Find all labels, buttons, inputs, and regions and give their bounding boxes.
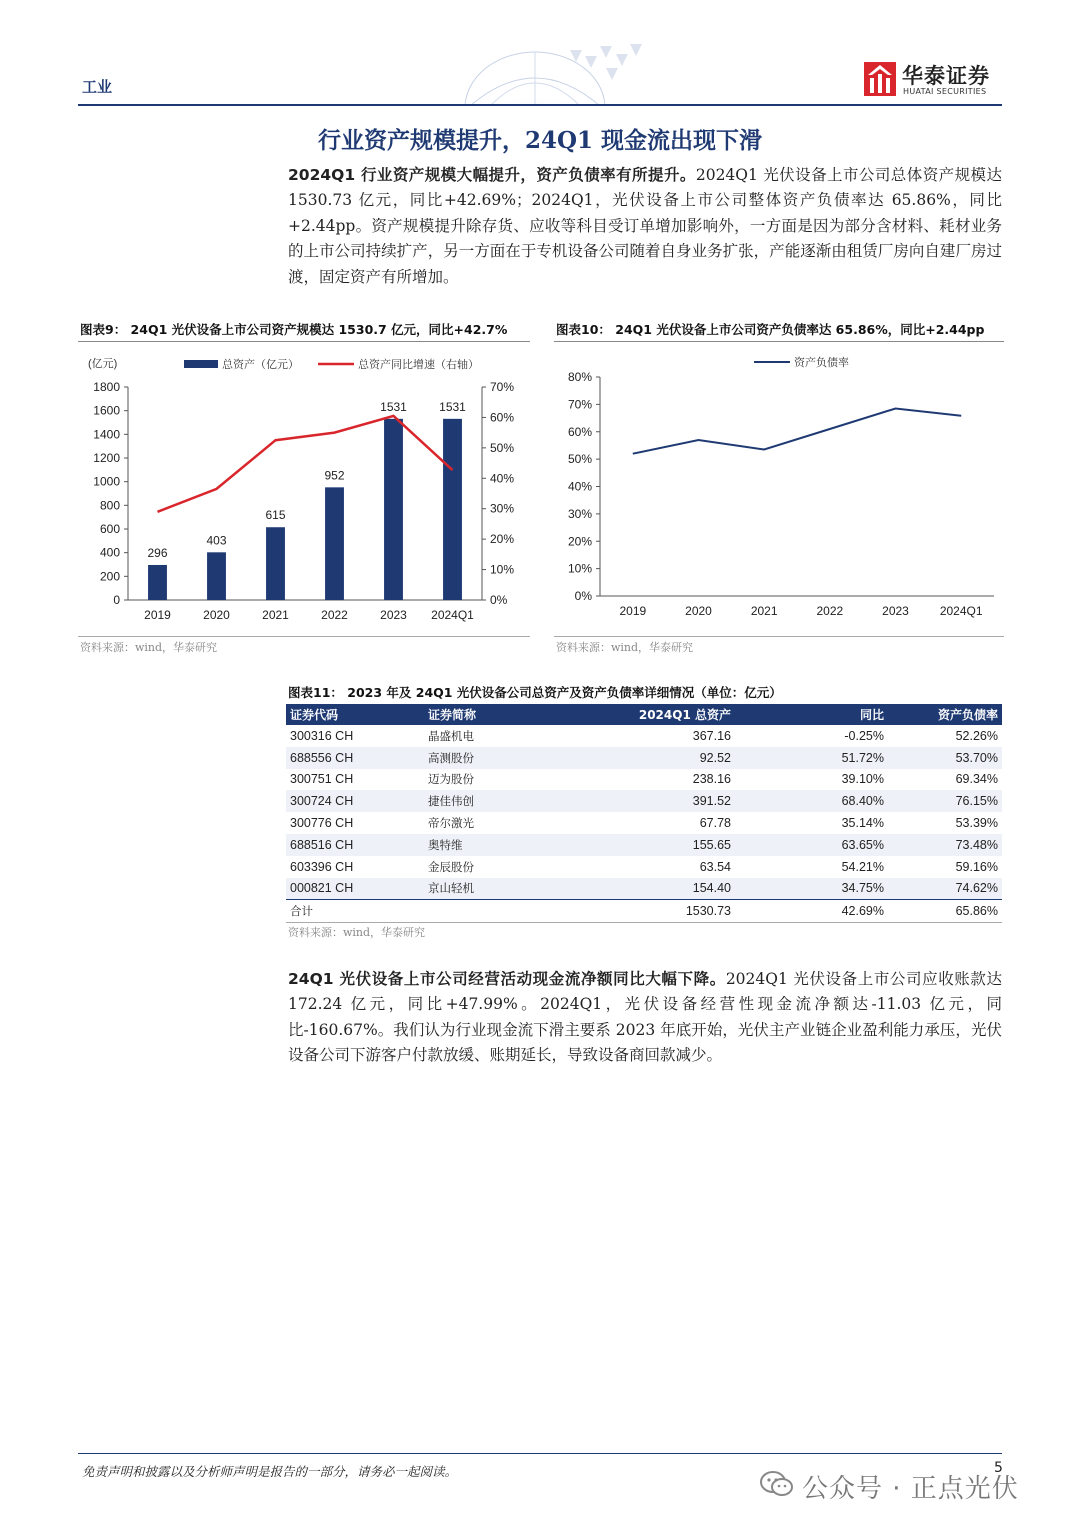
col-header-debt-ratio: 资产负债率 <box>888 704 1002 725</box>
footer-disclaimer: 免责声明和披露以及分析师声明是报告的一部分，请务必一起阅读。 <box>82 1464 458 1479</box>
cell-yoy: 42.69% <box>735 900 888 922</box>
paragraph-cashflow-lead: 24Q1 光伏设备上市公司经营活动现金流净额同比大幅下降。 <box>288 970 726 988</box>
fig9-y2-tick-label: 50% <box>490 440 515 455</box>
fig9-bar-data-label: 403 <box>206 533 227 548</box>
col-header-assets: 2024Q1 总资产 <box>582 704 735 725</box>
fig9-growth-line <box>158 416 453 512</box>
fig9-bar <box>443 419 462 600</box>
cell-name: 捷佳伟创 <box>424 790 582 812</box>
fig9-y2-tick-label: 60% <box>490 410 515 425</box>
fig10-y-tick-label: 0% <box>574 589 592 603</box>
fig9-y-tick-label: 200 <box>99 569 120 584</box>
fig10-x-tick-label: 2023 <box>882 604 909 618</box>
cell-code: 000821 CH <box>286 878 424 900</box>
fig9-y2-tick-label: 0% <box>490 593 508 607</box>
col-header-code: 证券代码 <box>286 704 424 725</box>
fig10-chart <box>554 345 1004 630</box>
cell-name: 奥特维 <box>424 834 582 856</box>
fig10-x-tick-label: 2020 <box>685 604 712 618</box>
huatai-logo <box>864 62 1004 100</box>
fig9-source-rule <box>78 636 530 637</box>
cell-debt-ratio: 53.39% <box>955 816 998 831</box>
fig9-bar-data-label: 296 <box>147 545 168 560</box>
paragraph-cashflow-body: 2024Q1 光伏设备上市公司应收账款达 172.24 亿元，同比+47.99%。2024Q1，光伏设备经营性现金流净额达-11.03 亿元，同比-160.67%。我们认为行业现金流下滑主要系 2023 年底开始，光伏主产业链企业盈利能力承压，光伏设备公司下游客户付款放缓、账期延长，导致设备商回款减少。 <box>288 970 1002 1065</box>
fig10-debt-ratio-line <box>633 409 961 454</box>
logo-text-en: HUATAI SECURITIES <box>903 87 987 96</box>
cell-debt-ratio: 53.70% <box>888 747 1002 769</box>
cell-code: 300751 CH <box>290 772 354 787</box>
cell-name: 高测股份 <box>424 747 582 769</box>
sector-label: 工业 <box>82 78 113 96</box>
cell-code: 300316 CH <box>290 728 354 743</box>
fig10-x-tick-label: 2021 <box>750 604 778 618</box>
watermark-text: 公众号 · 正点光伏 <box>802 1474 1019 1504</box>
cell-name: 迈为股份 <box>428 772 474 787</box>
paragraph-cashflow <box>288 967 1002 1069</box>
fig9-legend-bar-label: 总资产（亿元） <box>222 359 299 371</box>
fig9-y2-tick-label: 70% <box>490 380 515 394</box>
cell-debt-ratio: 59.16% <box>955 859 998 874</box>
cell-yoy: 35.14% <box>841 816 884 831</box>
cell-yoy: 54.21% <box>841 859 884 874</box>
fig10-y-tick-label: 50% <box>567 452 592 467</box>
cell-yoy: 39.10% <box>841 772 884 787</box>
fig9-bar <box>325 487 344 600</box>
fig10-x-tick-label: 2022 <box>816 604 844 618</box>
paragraph-assets <box>288 163 1002 290</box>
fig9-y-axis-unit: (亿元) <box>88 358 118 370</box>
fig9-y-tick-label: 1600 <box>93 403 120 418</box>
table-total-row <box>286 900 1002 922</box>
table-row <box>286 834 1002 856</box>
fig9-y-tick-label: 0 <box>113 593 120 607</box>
fig9-x-tick-label: 2019 <box>144 608 171 622</box>
cell-name <box>424 900 582 922</box>
fig9-x-tick-label: 2022 <box>321 608 348 622</box>
cell-yoy: 68.40% <box>735 790 888 812</box>
cell-assets: 63.54 <box>699 859 731 874</box>
cell-code: 603396 CH <box>290 859 354 874</box>
cell-yoy: 51.72% <box>735 747 888 769</box>
cell-name: 帝尔激光 <box>428 816 474 831</box>
fig9-title-rule <box>78 341 530 342</box>
table-row <box>286 747 1002 769</box>
fig10-title-rule <box>554 341 1004 342</box>
fig9-bar-data-label: 1531 <box>380 399 407 414</box>
fig9-bar <box>207 552 226 600</box>
fig10-legend-label: 资产负债率 <box>794 357 849 369</box>
huatai-logo-icon <box>864 62 896 96</box>
cell-code: 300724 CH <box>286 790 424 812</box>
col-header-name: 证券简称 <box>424 704 582 725</box>
cell-assets: 367.16 <box>692 728 731 743</box>
fig9-y-tick-label: 800 <box>99 498 120 513</box>
cell-yoy: 63.65% <box>735 834 888 856</box>
fig11-table <box>286 704 1002 922</box>
fig10-y-tick-label: 20% <box>567 534 592 549</box>
table-row <box>286 856 1002 878</box>
fig9-y-tick-label: 1800 <box>93 380 120 394</box>
cell-assets: 155.65 <box>582 834 735 856</box>
paragraph-assets-lead: 2024Q1 行业资产规模大幅提升，资产负债率有所提升。 <box>288 166 696 184</box>
fig10-source: 资料来源：wind，华泰研究 <box>556 641 694 654</box>
fig11-source: 资料来源：wind，华泰研究 <box>288 926 426 939</box>
fig10-title: 图表10： 24Q1 光伏设备上市公司资产负债率达 65.86%，同比+2.44pp <box>556 322 985 337</box>
section-title: 行业资产规模提升，24Q1 现金流出现下滑 <box>317 127 763 154</box>
fig9-legend-line-label: 总资产同比增速（右轴） <box>358 359 479 371</box>
cell-code: 688556 CH <box>286 747 424 769</box>
table-row <box>286 790 1002 812</box>
cell-debt-ratio: 76.15% <box>888 790 1002 812</box>
logo-text-cn: 华泰证券 <box>902 64 990 88</box>
header-decoration <box>420 40 650 106</box>
cell-name: 金辰股份 <box>428 859 474 874</box>
cell-yoy: 34.75% <box>735 878 888 900</box>
cell-debt-ratio: 52.26% <box>955 728 998 743</box>
table-row <box>286 725 1002 747</box>
wechat-icon <box>760 1470 794 1498</box>
table-header-row <box>286 704 1002 725</box>
cell-name: 晶盛机电 <box>428 728 474 743</box>
fig9-source: 资料来源：wind，华泰研究 <box>80 641 218 654</box>
fig9-y-tick-label: 400 <box>99 545 120 560</box>
cell-code: 688516 CH <box>286 834 424 856</box>
cell-code: 合计 <box>286 900 424 922</box>
fig9-y2-tick-label: 40% <box>490 471 515 486</box>
cell-debt-ratio: 69.34% <box>955 772 998 787</box>
cell-debt-ratio: 73.48% <box>888 834 1002 856</box>
fig9-y2-tick-label: 10% <box>490 562 515 577</box>
cell-assets: 154.40 <box>582 878 735 900</box>
cell-code: 300776 CH <box>290 816 354 831</box>
fig11-title: 图表11： 2023 年及 24Q1 光伏设备公司总资产及资产负债率详细情况（单位：亿元） <box>288 685 782 700</box>
cell-name: 京山轻机 <box>424 878 582 900</box>
fig11-table-wrap <box>286 704 1002 922</box>
fig9-y-tick-label: 1400 <box>93 427 120 442</box>
fig10-y-tick-label: 40% <box>567 479 592 494</box>
fig10-y-tick-label: 60% <box>567 424 592 439</box>
fig9-bar <box>148 565 167 600</box>
table-row <box>286 769 1002 791</box>
fig10-x-tick-label: 2024Q1 <box>939 604 983 618</box>
footer-divider <box>78 1453 1002 1454</box>
fig9-x-tick-label: 2024Q1 <box>431 608 474 622</box>
cell-assets: 238.16 <box>692 772 731 787</box>
fig9-y2-tick-label: 30% <box>490 501 515 516</box>
fig9-chart <box>78 345 530 630</box>
fig9-y-tick-label: 1000 <box>93 474 120 489</box>
cell-assets: 1530.73 <box>582 900 735 922</box>
table-row <box>286 812 1002 834</box>
fig9-x-tick-label: 2020 <box>203 608 230 622</box>
table-row <box>286 878 1002 900</box>
cell-debt-ratio: 65.86% <box>888 900 1002 922</box>
page-number: 5 <box>994 1460 1003 1476</box>
cell-yoy: -0.25% <box>844 728 884 743</box>
cell-assets: 92.52 <box>582 747 735 769</box>
fig10-y-tick-label: 30% <box>567 506 592 521</box>
col-header-yoy: 同比 <box>735 704 888 725</box>
fig9-bar-data-label: 615 <box>265 508 286 523</box>
cell-assets: 391.52 <box>582 790 735 812</box>
cell-assets: 67.78 <box>699 816 731 831</box>
fig9-legend-bar-swatch <box>184 360 218 368</box>
fig9-bar-data-label: 1531 <box>439 399 466 414</box>
fig9-y2-tick-label: 20% <box>490 532 515 547</box>
cell-debt-ratio: 74.62% <box>888 878 1002 900</box>
fig9-bar <box>384 419 403 600</box>
paragraph-assets-body: 2024Q1 光伏设备上市公司总体资产规模达 1530.73 亿元，同比+42.69%；2024Q1，光伏设备上市公司整体资产负债率达 65.86%，同比+2.44pp。资产规模提升除存货、应收等科目受订单增加影响外，一方面是因为部分含材料、耗材业务的上市公司持续扩产，另一方面在于专机设备公司随着自身业务扩张，产能逐渐由租赁厂房向自建厂房过渡，固定资产有所增加。 <box>288 166 1002 286</box>
fig10-x-tick-label: 2019 <box>619 604 647 618</box>
fig11-source-rule <box>286 922 1002 923</box>
fig9-title: 图表9： 24Q1 光伏设备上市公司资产规模达 1530.7 亿元，同比+42.7% <box>80 322 508 337</box>
fig9-x-tick-label: 2023 <box>380 608 407 622</box>
fig9-bar-data-label: 952 <box>324 468 345 483</box>
fig10-y-tick-label: 80% <box>567 370 592 384</box>
fig9-y-tick-label: 600 <box>99 522 120 536</box>
fig10-y-tick-label: 10% <box>567 561 592 576</box>
header-divider <box>78 104 1002 106</box>
fig10-y-tick-label: 70% <box>567 397 592 412</box>
fig9-bar <box>266 527 285 600</box>
fig9-y-tick-label: 1200 <box>93 451 120 465</box>
fig9-x-tick-label: 2021 <box>262 608 289 622</box>
fig10-source-rule <box>554 636 1004 637</box>
